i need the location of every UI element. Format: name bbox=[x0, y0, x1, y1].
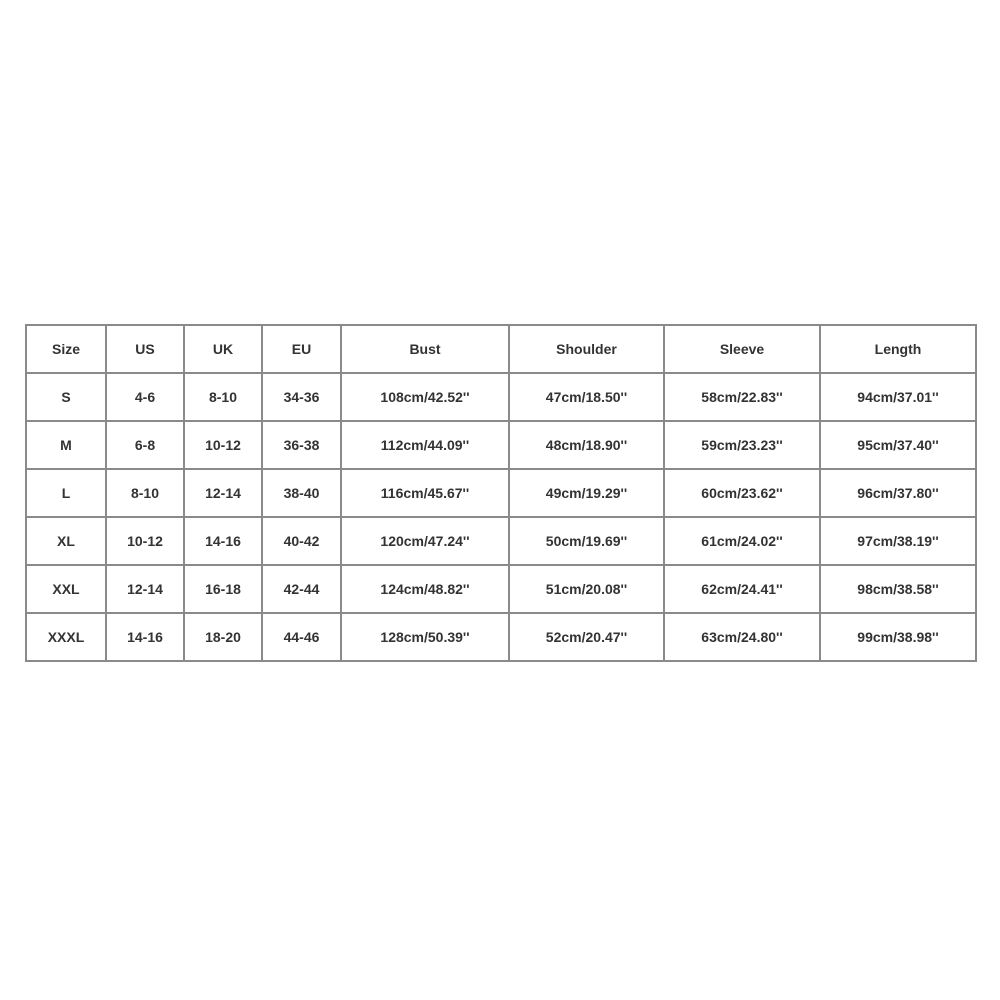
sleeve-cell: 59cm/23.23'' bbox=[664, 421, 820, 469]
shoulder-cell: 52cm/20.47'' bbox=[509, 613, 664, 661]
eu-cell: 40-42 bbox=[262, 517, 341, 565]
shoulder-cell: 51cm/20.08'' bbox=[509, 565, 664, 613]
column-header-shoulder: Shoulder bbox=[509, 325, 664, 373]
shoulder-cell: 47cm/18.50'' bbox=[509, 373, 664, 421]
sleeve-cell: 62cm/24.41'' bbox=[664, 565, 820, 613]
uk-cell: 8-10 bbox=[184, 373, 262, 421]
column-header-sleeve: Sleeve bbox=[664, 325, 820, 373]
bust-cell: 112cm/44.09'' bbox=[341, 421, 509, 469]
table-row bbox=[26, 469, 976, 517]
shoulder-cell: 50cm/19.69'' bbox=[509, 517, 664, 565]
uk-cell: 16-18 bbox=[184, 565, 262, 613]
size-cell: XL bbox=[26, 517, 106, 565]
shoulder-cell: 48cm/18.90'' bbox=[509, 421, 664, 469]
length-cell: 95cm/37.40'' bbox=[820, 421, 976, 469]
us-cell: 14-16 bbox=[106, 613, 184, 661]
column-header-bust: Bust bbox=[341, 325, 509, 373]
us-cell: 8-10 bbox=[106, 469, 184, 517]
sleeve-cell: 61cm/24.02'' bbox=[664, 517, 820, 565]
size-cell: XXXL bbox=[26, 613, 106, 661]
eu-cell: 42-44 bbox=[262, 565, 341, 613]
sleeve-cell: 58cm/22.83'' bbox=[664, 373, 820, 421]
bust-cell: 120cm/47.24'' bbox=[341, 517, 509, 565]
length-cell: 97cm/38.19'' bbox=[820, 517, 976, 565]
bust-cell: 108cm/42.52'' bbox=[341, 373, 509, 421]
length-cell: 94cm/37.01'' bbox=[820, 373, 976, 421]
size-cell: L bbox=[26, 469, 106, 517]
sleeve-cell: 60cm/23.62'' bbox=[664, 469, 820, 517]
table-row bbox=[26, 373, 976, 421]
table-header bbox=[26, 325, 976, 373]
eu-cell: 36-38 bbox=[262, 421, 341, 469]
column-header-length: Length bbox=[820, 325, 976, 373]
shoulder-cell: 49cm/19.29'' bbox=[509, 469, 664, 517]
column-header-size: Size bbox=[26, 325, 106, 373]
eu-cell: 44-46 bbox=[262, 613, 341, 661]
length-cell: 99cm/38.98'' bbox=[820, 613, 976, 661]
size-cell: XXL bbox=[26, 565, 106, 613]
uk-cell: 18-20 bbox=[184, 613, 262, 661]
size-cell: M bbox=[26, 421, 106, 469]
length-cell: 96cm/37.80'' bbox=[820, 469, 976, 517]
table-row bbox=[26, 565, 976, 613]
size-cell: S bbox=[26, 373, 106, 421]
length-cell: 98cm/38.58'' bbox=[820, 565, 976, 613]
column-header-uk: UK bbox=[184, 325, 262, 373]
us-cell: 12-14 bbox=[106, 565, 184, 613]
us-cell: 6-8 bbox=[106, 421, 184, 469]
us-cell: 4-6 bbox=[106, 373, 184, 421]
size-chart-table bbox=[25, 324, 977, 662]
header-row bbox=[26, 325, 976, 373]
uk-cell: 12-14 bbox=[184, 469, 262, 517]
bust-cell: 124cm/48.82'' bbox=[341, 565, 509, 613]
uk-cell: 14-16 bbox=[184, 517, 262, 565]
column-header-eu: EU bbox=[262, 325, 341, 373]
table-row bbox=[26, 517, 976, 565]
uk-cell: 10-12 bbox=[184, 421, 262, 469]
column-header-us: US bbox=[106, 325, 184, 373]
us-cell: 10-12 bbox=[106, 517, 184, 565]
table-row bbox=[26, 421, 976, 469]
table-body bbox=[26, 373, 976, 661]
bust-cell: 128cm/50.39'' bbox=[341, 613, 509, 661]
bust-cell: 116cm/45.67'' bbox=[341, 469, 509, 517]
table-row bbox=[26, 613, 976, 661]
eu-cell: 38-40 bbox=[262, 469, 341, 517]
eu-cell: 34-36 bbox=[262, 373, 341, 421]
sleeve-cell: 63cm/24.80'' bbox=[664, 613, 820, 661]
